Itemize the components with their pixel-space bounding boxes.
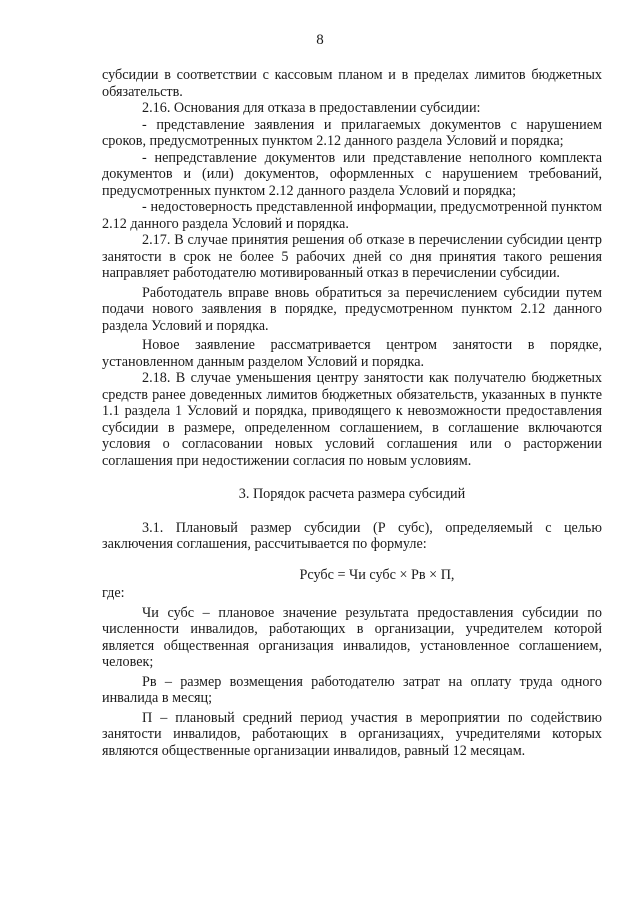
section-heading: 3. Порядок расчета размера субсидий — [238, 486, 466, 502]
where-label: где: — [102, 585, 125, 601]
paragraph-new-application: Новое заявление рассматривается центром занятости в порядке, установленном данным разделом Условий и порядка. — [102, 337, 602, 370]
definition-rv: Рв – размер возмещения работодателю затрат на оплату труда одного инвалида в месяц; — [102, 673, 602, 706]
page-number: 8 — [316, 32, 324, 48]
paragraph-refusal-ground-2: - непредставление документов или представление неполного комплекта документов и (или) документов, оформленных с нарушением требований, предусмотренных пунктом 2.12 данного раздела Условий и порядка; — [102, 149, 602, 199]
paragraph-employer-reapply: Работодатель вправе вновь обратиться за перечислением субсидии путем подачи нового заявления в порядке, предусмотренном пунктом 2.12 данного раздела Условий и порядка. — [102, 284, 602, 334]
paragraph-2-17: 2.17. В случае принятия решения об отказе в перечислении субсидии центр занятости в срок не более 5 рабочих дней со дня принятия такого решения направляет работодателю мотивированный отказ в перечислении субсидии. — [102, 232, 602, 281]
paragraph-2-16: 2.16. Основания для отказа в предоставлении субсидии: — [142, 100, 481, 116]
paragraph-continuation: субсидии в соответствии с кассовым планом и в пределах лимитов бюджетных обязательств. — [102, 67, 602, 100]
paragraph-refusal-ground-1: - представление заявления и прилагаемых документов с нарушением сроков, предусмотренных пунктом 2.12 данного раздела Условий и порядка; — [102, 116, 602, 149]
document-body — [102, 67, 602, 759]
paragraph-refusal-ground-3: - недостоверность представленной информации, предусмотренной пунктом 2.12 данного раздела Условий и порядка. — [102, 199, 602, 232]
definition-p: П – плановый средний период участия в мероприятии по содействию занятости инвалидов, работающих в организациях, учредителями которых являются общественные организации инвалидов, равный 12 месяцам. — [102, 709, 602, 759]
definition-chi-subs: Чи субс – плановое значение результата предоставления субсидии по численности инвалидов, работающих в организации, учредителем которой является общественная организация инвалидов, установленное соглашением, человек; — [102, 604, 602, 670]
paragraph-3-1: 3.1. Плановый размер субсидии (Р субс), определяемый с целью заключения соглашения, рассчитывается по формуле: — [102, 519, 602, 552]
paragraph-2-18: 2.18. В случае уменьшения центру занятости как получателю бюджетных средств ранее доведенных лимитов бюджетных обязательств, указанных в пункте 1.1 раздела 1 Условий и порядка, приводящего к невозможности предоставления субсидии в размере, определенном соглашением, в соглашение включаются условия о согласовании новых условий соглашения или о расторжении соглашения при недостижении согласия по новым условиям. — [102, 370, 602, 469]
formula: Рсубс = Чи субс × Рв × П, — [299, 566, 455, 583]
